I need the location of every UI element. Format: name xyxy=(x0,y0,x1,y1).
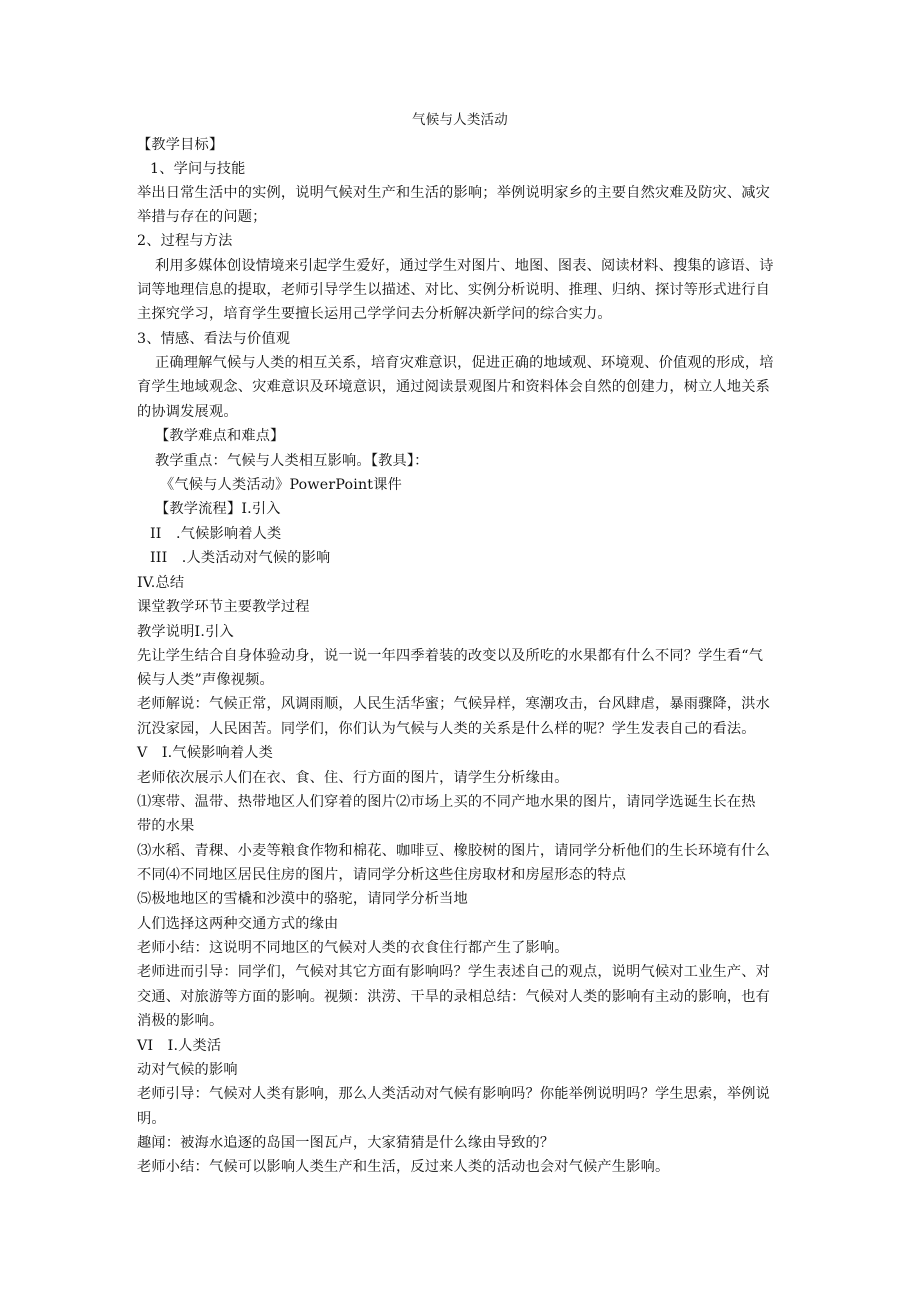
page-title: 气候与人类活动 xyxy=(412,112,508,128)
paragraph-line: 老师进而引导：同学们，气候对其它方面有影响吗？学生表述自己的观点，说明气候对工业生产、对 xyxy=(137,964,771,980)
paragraph-line: 趣闻：被海水追逐的岛国一图瓦卢，大家猜猜是什么缘由导致的？ xyxy=(137,1135,555,1151)
flow-item: II .气候影响着人类 xyxy=(150,526,282,542)
paragraph-line: 老师小结：气候可以影响人类生产和生活，反过来人类的活动也会对气候产生影响。 xyxy=(137,1159,670,1175)
paragraph-line: 主探究学习，培育学生要擅长运用己学学问去分析解决新学问的综合实力。 xyxy=(137,306,612,322)
subheading-process-method: 2、过程与方法 xyxy=(137,233,233,249)
paragraph-line: 举措与存在的问题； xyxy=(137,209,267,225)
paragraph-line: 课堂教学环节主要教学过程 xyxy=(137,599,310,615)
paragraph-line: 先让学生结合自身体验动身，说一说一年四季着装的改变以及所吃的水果都有什么不同？学生看“气 xyxy=(137,648,764,664)
paragraph-line: ⑴寒带、温带、热带地区人们穿着的图片⑵市场上买的不同产地水果的图片，请同学选诞生长在热 xyxy=(137,794,756,810)
section-heading-flow: 【教学流程】I.引入 xyxy=(155,501,281,517)
paragraph-line: 老师引导：气候对人类有影响，那么人类活动对气候有影响吗？你能举例说明吗？学生思索，举例说 xyxy=(137,1086,771,1102)
section-heading: VI I.人类活 xyxy=(137,1038,222,1054)
paragraph-line: 动对气候的影响 xyxy=(137,1062,238,1078)
paragraph-line: 人们选择这两种交通方式的缘由 xyxy=(137,916,339,932)
paragraph-line: 育学生地域观念、灾难意识及环境意识，通过阅读景观图片和资料体会自然的创建力，树立人地关系 xyxy=(137,379,771,395)
paragraph-line: 老师解说：气候正常，风调雨顺，人民生活华蜜；气候异样，寒潮攻击，台风肆虐，暴雨骤降，洪水 xyxy=(137,696,771,712)
paragraph-line: 教学重点：气候与人类相互影响。【教具】： xyxy=(155,453,429,469)
paragraph-line: 利用多媒体创设情境来引起学生爱好，通过学生对图片、地图、图表、阅读材料、搜集的谚语、诗 xyxy=(155,258,774,274)
flow-item: III .人类活动对气候的影响 xyxy=(150,550,331,566)
paragraph-line: 词等地理信息的提取，老师引导学生以描述、对比、实例分析说明、推理、归纳、探讨等形式进行自 xyxy=(137,282,771,298)
paragraph-line: ⑶水稻、青稞、小麦等粮食作物和棉花、咖啡豆、橡胶树的图片，请同学分析他们的生长环境有什么 xyxy=(137,843,771,859)
section-heading: V I.气候影响着人类 xyxy=(137,745,274,761)
paragraph-line: 候与人类”声像视频。 xyxy=(137,672,274,688)
paragraph-line: 举出日常生活中的实例，说明气候对生产和生活的影响；举例说明家乡的主要自然灾难及防灾、减灾 xyxy=(137,185,771,201)
paragraph-line: 带的水果 xyxy=(137,818,195,834)
paragraph-line: 不同⑷不同地区居民住房的图片，请同学分析这些住房取材和房屋形态的特点 xyxy=(137,867,627,883)
section-heading-difficulties: 【教学难点和难点】 xyxy=(155,428,285,444)
paragraph-line: 明。 xyxy=(137,1111,166,1127)
paragraph-line: 教学说明I.引入 xyxy=(137,624,234,640)
paragraph-line: ⑸极地地区的雪橇和沙漠中的骆驼，请同学分析当地 xyxy=(137,891,468,907)
paragraph-line: 沉没家园，人民困苦。同学们，你们认为气候与人类的关系是什么样的呢？学生发表自己的看法。 xyxy=(137,721,756,737)
subheading-emotion-values: 3、情感、看法与价值观 xyxy=(137,331,291,347)
paragraph-line: 消极的影响。 xyxy=(137,1013,224,1029)
paragraph-line: 老师小结：这说明不同地区的气候对人类的衣食住行都产生了影响。 xyxy=(137,940,569,956)
subheading-knowledge-skills: 1、学问与技能 xyxy=(150,161,246,177)
paragraph-line: 正确理解气候与人类的相互关系，培育灾难意识，促进正确的地域观、环境观、价值观的形成，培 xyxy=(155,355,774,371)
paragraph-line: 《气候与人类活动》PowerPoint课件 xyxy=(160,477,402,493)
paragraph-line: 交通、对旅游等方面的影响。视频：洪涝、干旱的录相总结：气候对人类的影响有主动的影响，也有 xyxy=(137,989,771,1005)
paragraph-line: 的协调发展观。 xyxy=(137,404,238,420)
section-heading-objectives: 【教学目标】 xyxy=(137,137,224,153)
flow-item: IV.总结 xyxy=(137,575,185,591)
paragraph-line: 老师依次展示人们在衣、食、住、行方面的图片，请学生分析缘由。 xyxy=(137,770,569,786)
